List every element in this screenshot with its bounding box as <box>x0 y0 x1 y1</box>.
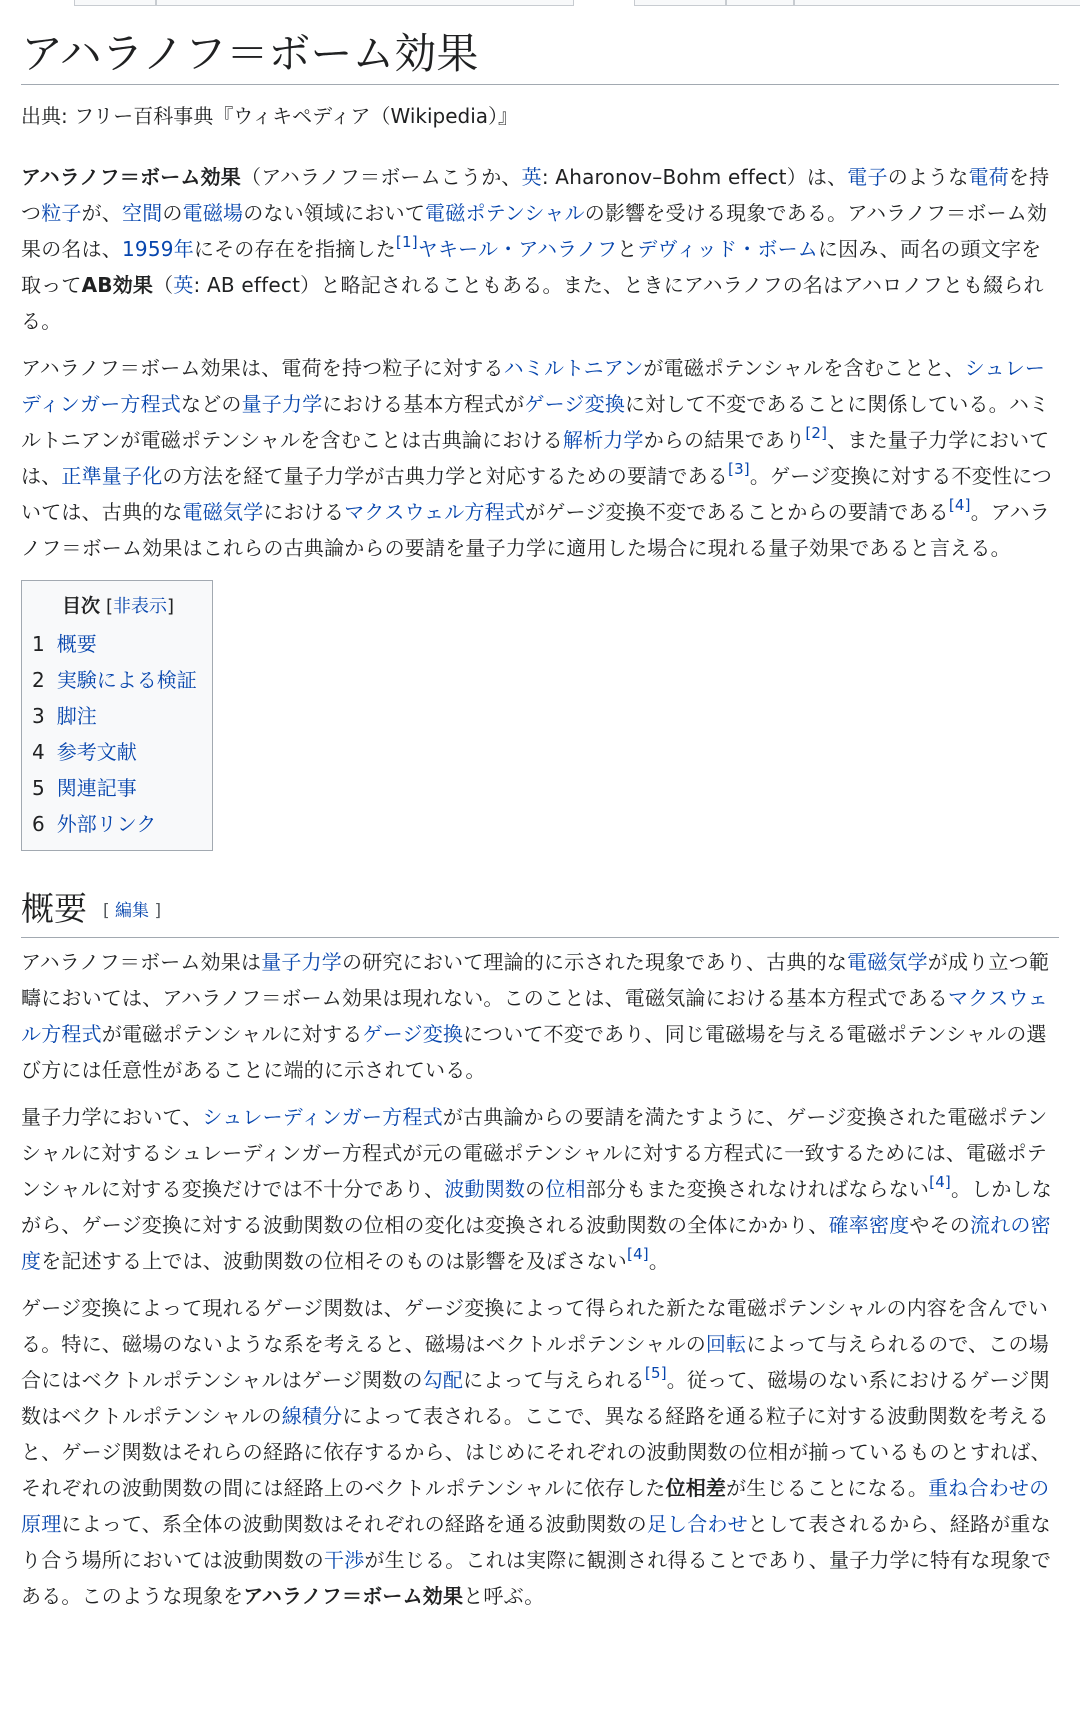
body-text: の <box>162 201 183 225</box>
toc-item-link[interactable]: 脚注 <box>56 704 97 728</box>
bold-term: 位相差 <box>665 1476 727 1500</box>
wiki-link[interactable]: 電磁場 <box>182 201 244 225</box>
reference-citation[interactable] <box>949 496 971 514</box>
toc-item[interactable] <box>32 662 204 698</box>
wiki-link[interactable]: ゲージ変換 <box>524 392 626 416</box>
body-text: が成り立つ範疇においては、アハラノフ＝ボーム効果は現れない。このことは、電磁気論における基本方程式である <box>21 950 1050 1010</box>
body-text: がゲージ変換不変であることからの要請である <box>525 500 949 524</box>
reference-citation[interactable] <box>728 460 750 478</box>
body-text: に対して不変であることに関係している。ハミルトニアンが電磁ポテンシャルを含むことは古典論における <box>21 392 1050 452</box>
overview-paragraph-2 <box>21 1099 1059 1279</box>
wiki-link[interactable]: 1959年 <box>122 237 194 261</box>
bold-term: アハラノフ＝ボーム効果 <box>243 1584 464 1608</box>
toc-item[interactable] <box>32 698 204 734</box>
wiki-link[interactable]: 正準量子化 <box>61 464 163 488</box>
toc-toggle-link[interactable]: 非表示 <box>113 596 168 617</box>
body-text: からの結果であり <box>643 428 806 452</box>
wiki-link[interactable]: 電磁気学 <box>182 500 264 524</box>
body-text: 。従って、磁場のない系におけるゲージ関数はベクトルポテンシャルの <box>21 1368 1050 1428</box>
wiki-link[interactable]: 足し合わせ <box>646 1512 748 1536</box>
toc-item-number: 1 <box>32 632 45 656</box>
body-text: : AB effect）と略記されることもある。また、ときにアハラノフの名はアハロノフとも綴られる。 <box>21 273 1044 333</box>
wiki-link[interactable]: デヴィッド・ボーム <box>637 237 818 261</box>
lead-paragraph-2 <box>21 350 1059 566</box>
body-text: における基本方程式が <box>322 392 525 416</box>
body-text: として表されるから、経路が重なり合う場所においては波動関数の <box>21 1512 1051 1572</box>
body-text: によって、系全体の波動関数はそれぞれの経路を通る波動関数の <box>61 1512 647 1536</box>
body-text: : Aharonov–Bohm effect）は、 <box>541 165 848 189</box>
body-text: 。アハラノフ＝ボーム効果はこれらの古典論からの要請を量子力学に適用した場合に現れる量子効果であると言える。 <box>21 500 1050 560</box>
reference-citation[interactable] <box>396 233 418 251</box>
section-title: 概要 <box>21 889 87 928</box>
toc-item-number: 5 <box>32 776 45 800</box>
body-text: の <box>525 1177 546 1201</box>
wiki-link[interactable]: 重ね合わせの原理 <box>21 1476 1050 1536</box>
tab-stub[interactable] <box>74 0 156 6</box>
wiki-link[interactable]: シュレーディンガー方程式 <box>21 356 1046 416</box>
body-text: の研究において理論的に示された現象であり、古典的な <box>342 950 848 974</box>
toc-toggle[interactable]: [非表示] <box>106 596 175 617</box>
reference-citation[interactable] <box>627 1245 649 1263</box>
wiki-link[interactable]: マクスウェル方程式 <box>344 500 526 524</box>
toc-item-link[interactable]: 実験による検証 <box>56 668 197 692</box>
lead-paragraph-1 <box>21 159 1059 339</box>
toc-item-link[interactable]: 関連記事 <box>56 776 137 800</box>
page-title: アハラノフ＝ボーム効果 <box>21 18 1059 85</box>
body-text: を記述する上では、波動関数の位相そのものは影響を及ぼさない <box>41 1249 628 1273</box>
wiki-link[interactable]: 波動関数 <box>444 1177 526 1201</box>
section-overview-body <box>21 944 1059 1614</box>
article-content <box>21 18 1059 1614</box>
body-text: に因み、両名の頭文字を取って <box>21 237 1042 297</box>
body-text: ゲージ変換によって現れるゲージ関数は、ゲージ変換によって得られた新たな電磁ポテンシャルの内容を含んでいる。特に、磁場のないような系を考えると、磁場はベクトルポテンシャルの <box>21 1296 1049 1356</box>
reference-citation[interactable] <box>645 1364 667 1382</box>
wiki-link[interactable]: 流れの密度 <box>21 1213 1051 1273</box>
body-text: を持つ <box>21 165 1050 225</box>
body-text: の影響を受ける現象である。アハラノフ＝ボーム効果の名は、 <box>21 201 1048 261</box>
wiki-link[interactable]: 量子力学 <box>241 392 323 416</box>
tab-stub[interactable] <box>794 0 1080 6</box>
wiki-link[interactable]: 量子力学 <box>261 950 343 974</box>
body-text: が電磁ポテンシャルに対する <box>101 1022 363 1046</box>
reference-citation[interactable] <box>929 1173 951 1191</box>
section-heading-overview <box>21 887 1059 938</box>
toc-header <box>32 589 204 624</box>
wiki-link[interactable]: ハミルトニアン <box>503 356 644 380</box>
body-text: （アハラノフ＝ボームこうか、 <box>241 165 522 189</box>
overview-paragraph-1 <box>21 944 1059 1088</box>
tab-stub[interactable] <box>726 0 794 6</box>
body-text: 、また量子力学においては、 <box>21 428 1050 488</box>
body-text: アハラノフ＝ボーム効果は <box>21 950 262 974</box>
body-text: のない領域において <box>243 201 426 225</box>
wiki-link[interactable]: 電磁ポテンシャル <box>425 201 585 225</box>
toc-item-number: 3 <box>32 704 45 728</box>
body-text: について不変であり、同じ電磁場を与える電磁ポテンシャルの選び方には任意性があることに端的に示されている。 <box>21 1022 1047 1082</box>
reference-link[interactable]: [4] <box>627 1245 649 1263</box>
overview-paragraph-3 <box>21 1290 1059 1614</box>
toc-item[interactable] <box>32 806 204 842</box>
body-text: によって表される。ここで、異なる経路を通る粒子に対する波動関数を考えると、ゲージ関数はそれらの経路に依存するから、はじめにそれぞれの波動関数の位相が揃っているものとすれば、それぞれの波動関数の間には経路上のベクトルポテンシャルに依存した <box>21 1404 1051 1500</box>
body-text: （ <box>153 273 174 297</box>
body-text: などの <box>181 392 242 416</box>
body-text: の方法を経て量子力学が古典力学と対応するための要請である <box>162 464 729 488</box>
wiki-link[interactable]: 確率密度 <box>828 1213 910 1237</box>
body-text: が生じることになる。 <box>726 1476 929 1500</box>
wiki-link[interactable]: 電子 <box>847 165 888 189</box>
body-text: 。ゲージ変換に対する不変性については、古典的な <box>21 464 1053 524</box>
body-text: 量子力学において、 <box>21 1105 203 1129</box>
tab-stub[interactable] <box>634 0 726 6</box>
body-text: が生じる。これは実際に観測され得ることであり、量子力学に特有な現象である。このような現象を <box>21 1548 1052 1608</box>
wiki-link[interactable]: シュレーディンガー方程式 <box>202 1105 443 1129</box>
reference-link[interactable]: [4] <box>929 1173 951 1191</box>
wiki-link[interactable]: 解析力学 <box>562 428 644 452</box>
wiki-link[interactable]: ヤキール・アハラノフ <box>417 237 618 261</box>
edit-section-link[interactable]: 編集 <box>115 901 150 921</box>
body-text: にその存在を指摘した <box>193 237 396 261</box>
wiki-link[interactable]: マクスウェル方程式 <box>21 986 1048 1046</box>
section-edit[interactable]: [ 編集 ] <box>103 901 162 921</box>
wiki-link[interactable]: 干渉 <box>324 1548 365 1572</box>
reference-link[interactable]: [1] <box>395 233 418 251</box>
body-text: 。しかしながら、ゲージ変換に対する波動関数の位相の変化は変換される波動関数の全体にかかり、 <box>21 1177 1052 1237</box>
reference-link[interactable]: [2] <box>805 424 828 442</box>
body-text: と <box>617 237 638 261</box>
wiki-link[interactable]: 粒子 <box>41 201 82 225</box>
body-text: と呼ぶ。 <box>463 1584 545 1608</box>
wiki-link[interactable]: 線積分 <box>281 1404 343 1428</box>
wiki-link[interactable]: 電荷 <box>968 165 1009 189</box>
body-text: 部分もまた変換されなければならない <box>585 1177 930 1201</box>
body-text: のような <box>887 165 969 189</box>
toc-list <box>32 626 204 842</box>
bold-term: アハラノフ＝ボーム効果 <box>21 165 241 189</box>
wiki-link[interactable]: 電磁気学 <box>847 950 928 974</box>
wiki-link[interactable]: 英 <box>521 165 542 189</box>
body-text: が古典論からの要請を満たすように、ゲージ変換された電磁ポテンシャルに対するシュレーディンガー方程式が元の電磁ポテンシャルに対する方程式に一致するためには、電磁ポテンシャルに対する変換だけでは不十分であり、 <box>21 1105 1048 1201</box>
site-subtitle: 出典: フリー百科事典『ウィキペディア（Wikipedia）』 <box>21 104 519 128</box>
wiki-link[interactable]: 英 <box>173 273 194 297</box>
reference-link[interactable]: [4] <box>948 496 971 514</box>
bold-term: AB効果 <box>81 273 154 297</box>
wiki-link[interactable]: ゲージ変換 <box>362 1022 464 1046</box>
toc-item-number: 4 <box>32 740 45 764</box>
toc-item-number: 2 <box>32 668 45 692</box>
body-text: における <box>263 500 345 524</box>
body-text: やその <box>909 1213 971 1237</box>
body-text: によって与えられるので、この場合にはベクトルポテンシャルはゲージ関数の <box>21 1332 1049 1392</box>
toc-item[interactable] <box>32 770 204 806</box>
wiki-link[interactable]: 位相 <box>545 1177 586 1201</box>
wiki-link[interactable]: 回転 <box>705 1332 747 1356</box>
reference-link[interactable]: [3] <box>728 460 750 478</box>
toc-item-link[interactable]: 外部リンク <box>56 812 157 836</box>
toc-item-link[interactable]: 参考文献 <box>56 740 137 764</box>
reference-citation[interactable] <box>805 424 827 442</box>
toc-item-number: 6 <box>32 812 45 836</box>
table-of-contents <box>21 580 213 851</box>
toc-title: 目次 <box>61 595 100 617</box>
wiki-link[interactable]: 勾配 <box>422 1368 464 1392</box>
toc-item-link[interactable]: 概要 <box>56 632 97 656</box>
reference-link[interactable]: [5] <box>644 1364 667 1382</box>
body-text: アハラノフ＝ボーム効果は、電荷を持つ粒子に対する <box>21 356 504 380</box>
toc-item[interactable] <box>32 734 204 770</box>
body-text: 。 <box>648 1249 670 1273</box>
body-text: によって与えられる <box>463 1368 645 1392</box>
body-text: が電磁ポテンシャルを含むことと、 <box>643 356 965 380</box>
body-text: が、 <box>81 201 123 225</box>
tab-stub[interactable] <box>156 0 574 6</box>
wiki-link[interactable]: 空間 <box>122 201 163 225</box>
top-tab-bar <box>0 0 1080 7</box>
toc-item[interactable] <box>32 626 204 662</box>
